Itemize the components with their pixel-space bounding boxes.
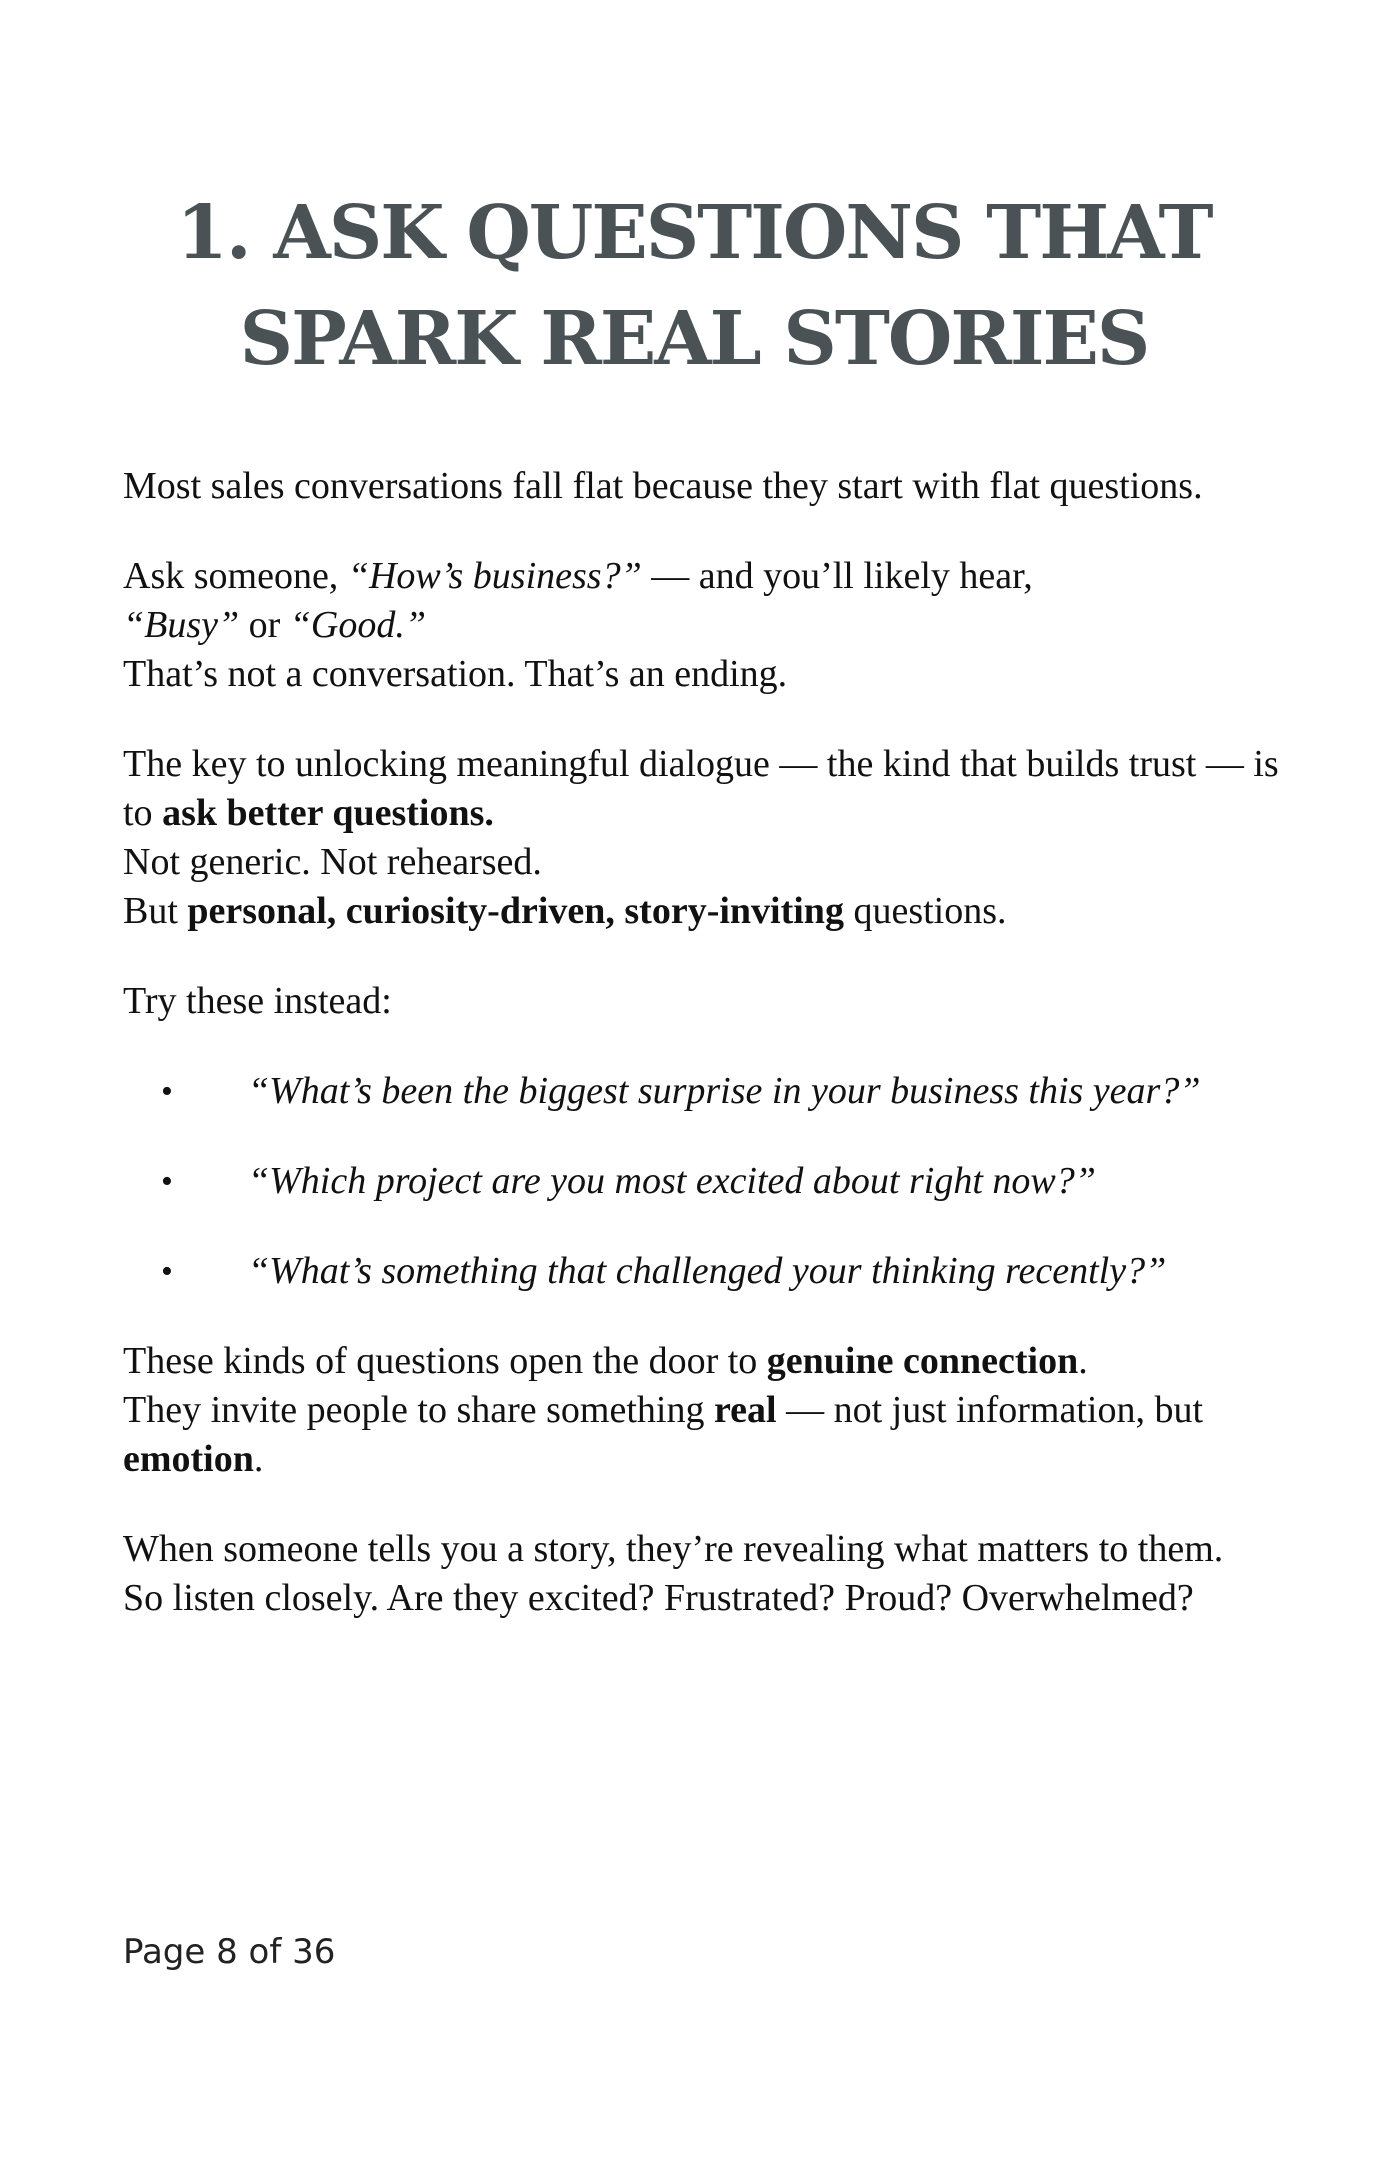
emphasis-genuine-connection: genuine connection [766,1340,1079,1382]
quote-busy: “Busy” [123,604,240,646]
paragraph-example-line-2 [123,601,1283,650]
paragraph-try [123,977,1283,1026]
body-text [123,462,1283,1664]
text-fragment: Ask someone, [123,555,348,597]
text-fragment: — not just information, but [776,1389,1204,1431]
emphasis-personal-questions: personal, curiosity-driven, story-inviting [187,890,844,932]
text-fragment: These kinds of questions open the door to [123,1340,767,1382]
paragraph-try-text: Try these instead: [123,980,392,1022]
paragraph-example-line-3: That’s not a conversation. That’s an ending. [123,653,788,695]
text-fragment: or [239,604,290,646]
text-fragment: . [253,1438,264,1480]
list-item-text: “What’s something that challenged your thinking recently?” [248,1250,1167,1292]
paragraph-listen [123,1525,1283,1623]
quote-hows-business: “How’s business?” [347,555,642,597]
page-number: Page 8 of 36 [123,1932,336,1972]
text-fragment: But [123,890,188,932]
page-title [0,180,1388,392]
paragraph-key-line-1 [123,740,1283,838]
text-fragment: The key to unlocking meaningful dialogue — the kind that builds trust — is to [123,743,1279,834]
emphasis-real: real [713,1389,777,1431]
page-title-line-1: 1. ASK QUESTIONS THAT [176,190,1212,276]
paragraph-connection-line-2 [123,1389,1203,1480]
bullet-icon: • [161,1073,173,1110]
quote-good: “Good.” [289,604,427,646]
paragraph-example [123,552,1283,699]
question-list [123,1067,1283,1296]
text-fragment: — and you’ll likely hear, [641,555,1033,597]
paragraph-connection [123,1337,1283,1484]
paragraph-key-line-3 [123,887,1283,936]
bullet-icon: • [161,1253,173,1290]
text-fragment: They invite people to share something [123,1389,714,1431]
paragraph-key-line-2: Not generic. Not rehearsed. [123,841,542,883]
text-fragment: . [1078,1340,1088,1382]
paragraph-key [123,740,1283,936]
text-fragment: questions. [843,890,1007,932]
page-title-line-2: SPARK REAL STORIES [239,296,1149,382]
list-item [123,1247,1258,1296]
paragraph-intro [123,462,1283,511]
emphasis-ask-better-questions: ask better questions. [162,792,494,834]
list-item [123,1067,1258,1116]
list-item-text: “Which project are you most excited about right now?” [248,1160,1096,1202]
list-item [123,1157,1258,1206]
paragraph-listen-line-1: When someone tells you a story, they’re revealing what matters to them. [123,1528,1224,1570]
paragraph-listen-line-2: So listen closely. Are they excited? Frustrated? Proud? Overwhelmed? [123,1577,1194,1619]
paragraph-connection-line-1 [123,1337,1283,1386]
paragraph-intro-text: Most sales conversations fall flat because they start with flat questions. [123,465,1203,507]
list-item-text: “What’s been the biggest surprise in your business this year?” [248,1070,1201,1112]
emphasis-emotion: emotion [123,1438,254,1480]
paragraph-example-line-1 [123,552,1283,601]
bullet-icon: • [161,1163,173,1200]
